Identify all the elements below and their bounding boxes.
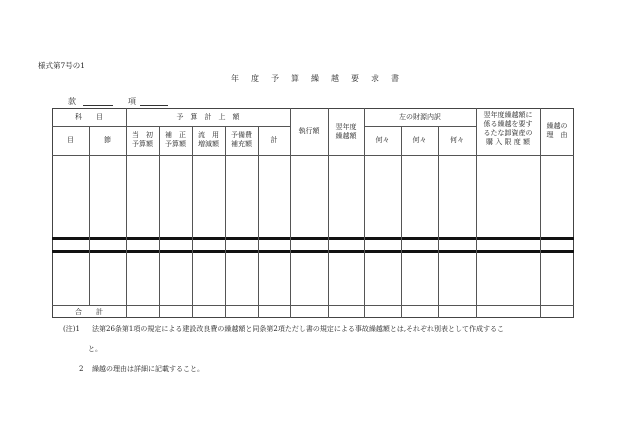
header-line: 翌年度 (335, 123, 357, 131)
header-moku: 目 (67, 136, 74, 144)
separator-line (52, 237, 574, 240)
header-line: 繰越額 (335, 132, 357, 140)
column-line (225, 126, 226, 318)
header-tousho (126, 131, 159, 149)
header-line: 購 入 限 度 額 (486, 138, 530, 146)
column-line (438, 126, 439, 318)
kou-blank-line (140, 105, 168, 106)
header-yokunendo (328, 123, 364, 141)
note-2: 繰越の理由は詳細に記載すること。 (92, 365, 204, 373)
title-char: 越 (331, 74, 339, 83)
column-line (159, 126, 160, 318)
note-prefix: (注)1 (63, 325, 80, 333)
header-yobihi (225, 131, 258, 149)
column-line (192, 126, 193, 318)
column-line (401, 126, 402, 318)
header-line: 予算額 (165, 140, 186, 148)
header-kei: 計 (270, 136, 278, 144)
column-line (89, 126, 90, 305)
title-char: 要 (351, 74, 359, 83)
note-1: 法第26条第1項の規定による建設改良費の繰越額と同条第2項ただし書の規定による事故繰越額とは,それぞれ別表として作成するこ (92, 325, 505, 333)
kan-blank-line (83, 105, 113, 106)
total-row-line (52, 305, 574, 306)
header-line: 流 用 (198, 131, 219, 139)
header-line: 理 由 (546, 131, 568, 139)
header-kounyu (476, 111, 540, 147)
header-yosan-keijo: 予 算 計 上 額 (176, 113, 240, 121)
title-char: 算 (291, 74, 299, 83)
header-shikkou: 執行額 (298, 127, 320, 135)
kan-label: 款 (68, 97, 76, 106)
header-riyu (540, 122, 574, 140)
header-line: 予算額 (132, 140, 153, 148)
kou-label: 項 (128, 97, 136, 106)
header-line: 予備費 (231, 131, 252, 139)
title-char: 度 (251, 74, 259, 83)
header-line: 翌年度繰越額に (483, 111, 533, 119)
header-nani-1: 何々 (375, 136, 390, 144)
header-kamoku: 科 目 (75, 113, 103, 121)
header-setsu: 節 (104, 136, 111, 144)
header-ryuyo (192, 131, 225, 149)
title-char: 書 (391, 74, 399, 83)
header-line: 増減額 (198, 140, 219, 148)
title-char: 予 (271, 74, 279, 83)
header-line: 補 正 (165, 131, 186, 139)
header-line: るたな卸資産の (483, 129, 533, 137)
note-2-number: 2 (79, 365, 84, 373)
header-bottom-line (52, 155, 574, 156)
column-line (290, 108, 291, 318)
header-nani-3: 何々 (450, 136, 464, 144)
header-line: 当 初 (132, 131, 153, 139)
column-line (258, 126, 259, 318)
title-char: 年 (231, 74, 239, 83)
document-title (190, 73, 440, 84)
title-char: 繰 (311, 74, 319, 83)
title-char: 求 (371, 74, 379, 83)
header-zaigen: 左の財源内訳 (399, 113, 441, 121)
note-1-cont: と。 (88, 345, 102, 353)
header-line: 係る繰越を要す (483, 120, 533, 128)
header-divider (52, 126, 290, 127)
header-nani-2: 何々 (412, 136, 427, 144)
separator-line (52, 250, 574, 253)
header-line: 補充額 (231, 140, 252, 148)
form-number: 様式第7号の1 (38, 61, 86, 70)
header-line: 繰越の (546, 122, 568, 130)
total-label: 合 計 (75, 308, 103, 316)
header-divider (364, 126, 476, 127)
header-hosei (159, 131, 192, 149)
